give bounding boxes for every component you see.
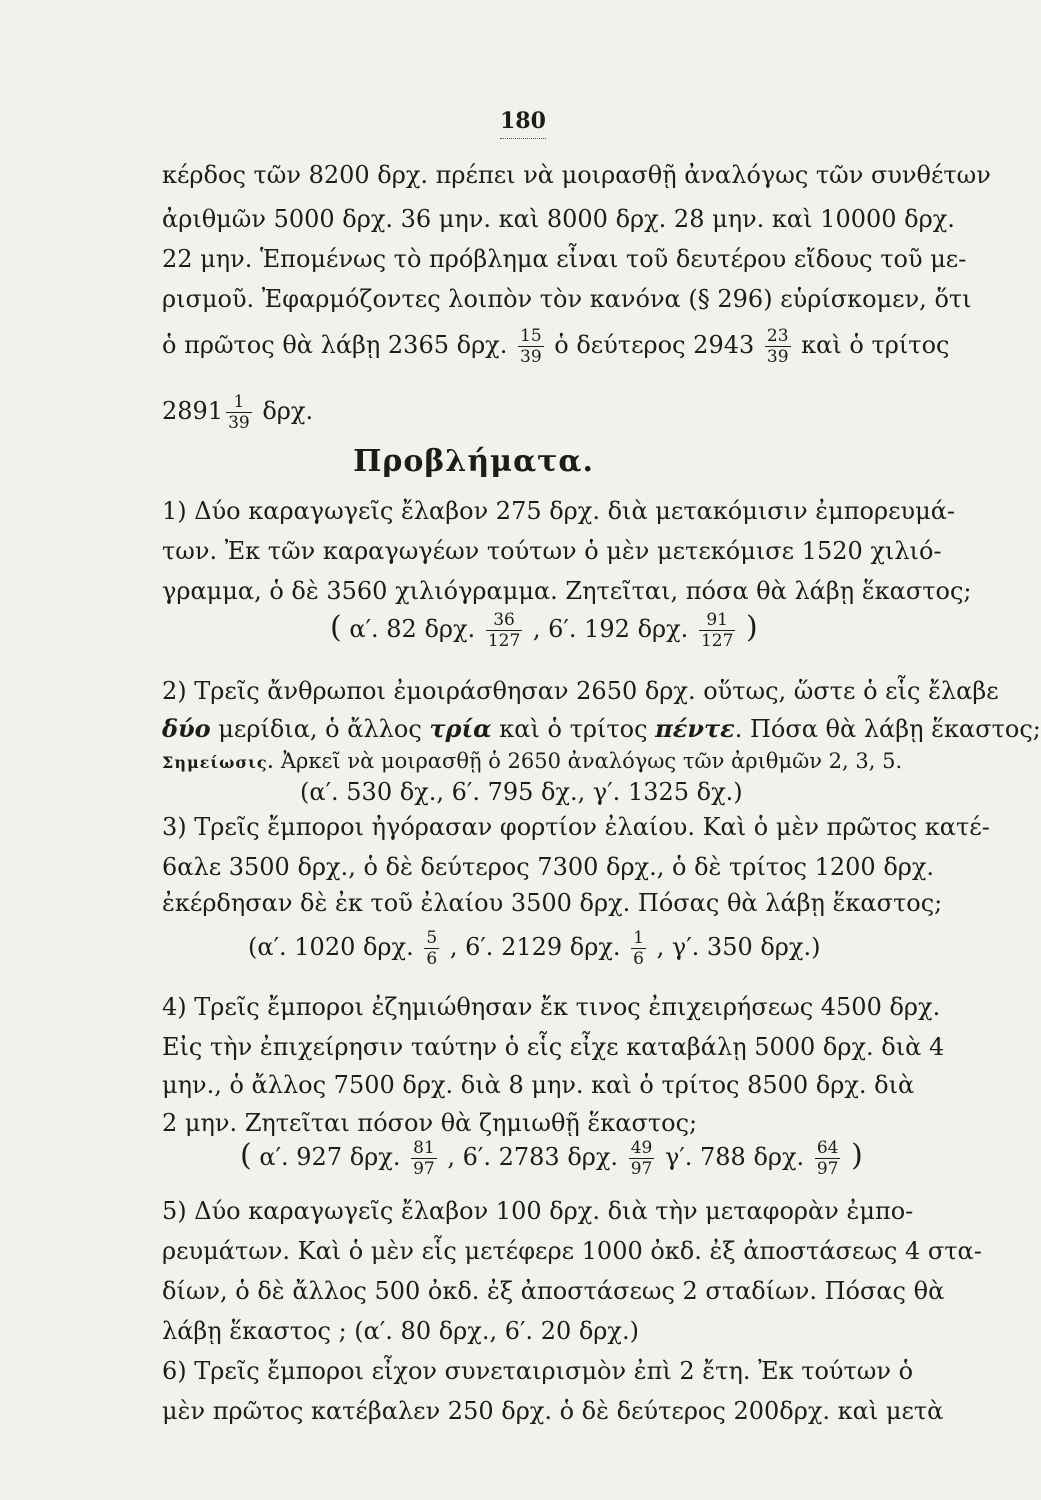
fraction-denominator: 6 xyxy=(426,949,438,969)
text-segment: , 6′. 2783 δρχ. xyxy=(447,1143,619,1171)
paren-close: ) xyxy=(851,1138,863,1173)
fraction-numerator: 49 xyxy=(630,1138,653,1158)
fraction-denominator: 97 xyxy=(816,1159,839,1179)
text-segment: ὁ πρῶτος θὰ λάβῃ 2365 δρχ. xyxy=(162,331,508,359)
page-number: 180 xyxy=(500,108,546,139)
paren-close: ) xyxy=(746,610,758,645)
text-line: 6) Τρεῖς ἔμποροι εἶχον συνεταιρισμὸν ἐπὶ 2 ἔτη. Ἐκ τούτων ὁ xyxy=(162,1357,914,1385)
fraction-numerator: 1 xyxy=(226,392,252,413)
fraction xyxy=(411,1138,437,1179)
text-segment: α′. 927 δρχ. xyxy=(259,1143,401,1171)
answer-line: (α′. 530 δχ., 6′. 795 δχ., γ′. 1325 δχ.) xyxy=(300,778,743,806)
text-segment: μερίδια, ὁ ἄλλος xyxy=(210,715,430,743)
fraction xyxy=(815,1138,841,1179)
text-line: ρισμοῦ. Ἐφαρμόζοντες λοιπὸν τὸν κανόνα (§ 296) εὑρίσκομεν, ὅτι xyxy=(162,285,972,313)
fraction xyxy=(631,928,646,969)
text-line: κέρδος τῶν 8200 δρχ. πρέπει νὰ μοιρασθῇ ἀναλόγως τῶν συνθέτων xyxy=(162,161,991,189)
paren-open: ( xyxy=(330,610,342,645)
fraction xyxy=(765,326,791,367)
paren-open: ( xyxy=(240,1138,252,1173)
text-segment: καὶ ὁ τρίτος xyxy=(491,715,656,743)
fraction-denominator: 97 xyxy=(413,1159,435,1179)
answer-line xyxy=(240,1138,863,1179)
fraction-numerator: 15 xyxy=(520,326,542,346)
text-segment: . Πόσα θὰ λάβῃ ἕκαστος; xyxy=(734,715,1041,743)
fraction-denominator: 6 xyxy=(633,949,644,969)
text-line xyxy=(162,746,903,778)
fraction xyxy=(699,610,735,651)
text-line: 5) Δύο καραγωγεῖς ἔλαβον 100 δρχ. διὰ τὴν μεταφορὰν ἐμπο- xyxy=(162,1197,914,1225)
text-line: 2 μην. Ζητεῖται πόσον θὰ ζημιωθῇ ἕκαστος; xyxy=(162,1109,698,1137)
fraction-numerator: 91 xyxy=(699,610,735,631)
text-line: μὲν πρῶτος κατέβαλεν 250 δρχ. ὁ δὲ δεύτερος 200δρχ. καὶ μετὰ xyxy=(162,1397,944,1425)
text-line: 3) Τρεῖς ἔμποροι ἠγόρασαν φορτίον ἐλαίου. Καὶ ὁ μὲν πρῶτος κατέ- xyxy=(162,813,990,841)
fraction-numerator: 5 xyxy=(426,928,438,948)
text-line: ἐκέρδησαν δὲ ἐκ τοῦ ἐλαίου 3500 δρχ. Πόσας θὰ λάβῃ ἕκαστος; xyxy=(162,889,943,917)
answer-line xyxy=(330,610,758,651)
text-segment: δρχ. xyxy=(262,397,314,425)
emphasis: τρία xyxy=(429,714,492,743)
text-line: 22 μην. Ἑπομένως τὸ πρόβλημα εἶναι τοῦ δευτέρου εἴδους τοῦ με- xyxy=(162,245,967,273)
text-segment: 2891 xyxy=(162,397,224,425)
fraction-numerator: 81 xyxy=(413,1138,435,1158)
fraction-denominator: 127 xyxy=(487,631,521,651)
text-segment: καὶ ὁ τρίτος xyxy=(801,331,950,359)
fraction-denominator: 127 xyxy=(700,631,734,651)
text-line xyxy=(162,326,950,367)
fraction xyxy=(424,928,439,969)
text-line: δίων, ὁ δὲ ἄλλος 500 ὀκδ. ἐξ ἀποστάσεως 2 σταδίων. Πόσας θὰ xyxy=(162,1277,945,1305)
text-line: 6αλε 3500 δρχ., ὁ δὲ δεύτερος 7300 δρχ., ὁ δὲ τρίτος 1200 δρχ. xyxy=(162,853,935,881)
fraction-denominator: 39 xyxy=(228,413,250,433)
text-line: Εἰς τὴν ἐπιχείρησιν ταύτην ὁ εἷς εἶχε καταβάλῃ 5000 δρχ. διὰ 4 xyxy=(162,1033,945,1061)
emphasis: δύο xyxy=(162,714,211,743)
text-line: 2) Τρεῖς ἄνθρωποι ἐμοιράσθησαν 2650 δρχ. οὕτως, ὥστε ὁ εἷς ἔλαβε xyxy=(162,677,999,705)
fraction-numerator: 64 xyxy=(816,1138,839,1158)
fraction-denominator: 97 xyxy=(630,1159,653,1179)
text-segment: (α′. 1020 δρχ. xyxy=(248,933,414,961)
text-segment: Ἀρκεῖ νὰ μοιρασθῇ ὁ 2650 ἀναλόγως τῶν ἀριθμῶν 2, 3, 5. xyxy=(274,749,903,773)
text-line: λάβῃ ἕκαστος ; (α′. 80 δρχ., 6′. 20 δρχ.) xyxy=(162,1317,639,1345)
fraction xyxy=(629,1138,655,1179)
fraction-denominator: 39 xyxy=(766,347,789,367)
fraction-numerator: 23 xyxy=(766,326,789,346)
text-line: μην., ὁ ἄλλος 7500 δρχ. διὰ 8 μην. καὶ ὁ τρίτος 8500 δρχ. διὰ xyxy=(162,1071,915,1099)
text-segment: , γ′. 350 δρχ.) xyxy=(656,933,821,961)
text-segment: ὁ δεύτερος 2943 xyxy=(554,331,755,359)
fraction-numerator: 1 xyxy=(633,928,644,948)
text-line: ρευμάτων. Καὶ ὁ μὲν εἷς μετέφερε 1000 ὀκδ. ἐξ ἀποστάσεως 4 στα- xyxy=(162,1237,982,1265)
text-line xyxy=(162,714,1041,744)
emphasis: πέντε xyxy=(655,714,735,743)
text-line: 1) Δύο καραγωγεῖς ἔλαβον 275 δρχ. διὰ μετακόμισιν ἐμπορευμά- xyxy=(162,497,956,525)
section-heading: Προβλήματα. xyxy=(353,444,594,479)
text-segment: , 6′. 192 δρχ. xyxy=(532,615,689,643)
fraction-numerator: 36 xyxy=(486,610,522,631)
fraction xyxy=(226,392,252,433)
answer-line xyxy=(248,928,820,969)
text-line: γραμμα, ὁ δὲ 3560 χιλιόγραμμα. Ζητεῖται, πόσα θὰ λάβῃ ἕκαστος; xyxy=(162,577,972,605)
text-segment: α′. 82 δρχ. xyxy=(349,615,476,643)
note-label: Σημείωσις. xyxy=(162,753,275,772)
text-line: 4) Τρεῖς ἔμποροι ἐζημιώθησαν ἔκ τινος ἐπιχειρήσεως 4500 δρχ. xyxy=(162,993,941,1021)
text-line: ἀριθμῶν 5000 δρχ. 36 μην. καὶ 8000 δρχ. 28 μην. καὶ 10000 δρχ. xyxy=(162,205,955,233)
fraction-denominator: 39 xyxy=(520,347,542,367)
text-segment: , 6′. 2129 δρχ. xyxy=(449,933,621,961)
text-line: των. Ἐκ τῶν καραγωγέων τούτων ὁ μὲν μετεκόμισε 1520 χιλιό- xyxy=(162,537,942,565)
fraction xyxy=(486,610,522,651)
text-line xyxy=(162,392,892,433)
text-segment: γ′. 788 δρχ. xyxy=(664,1143,805,1171)
fraction xyxy=(518,326,544,367)
